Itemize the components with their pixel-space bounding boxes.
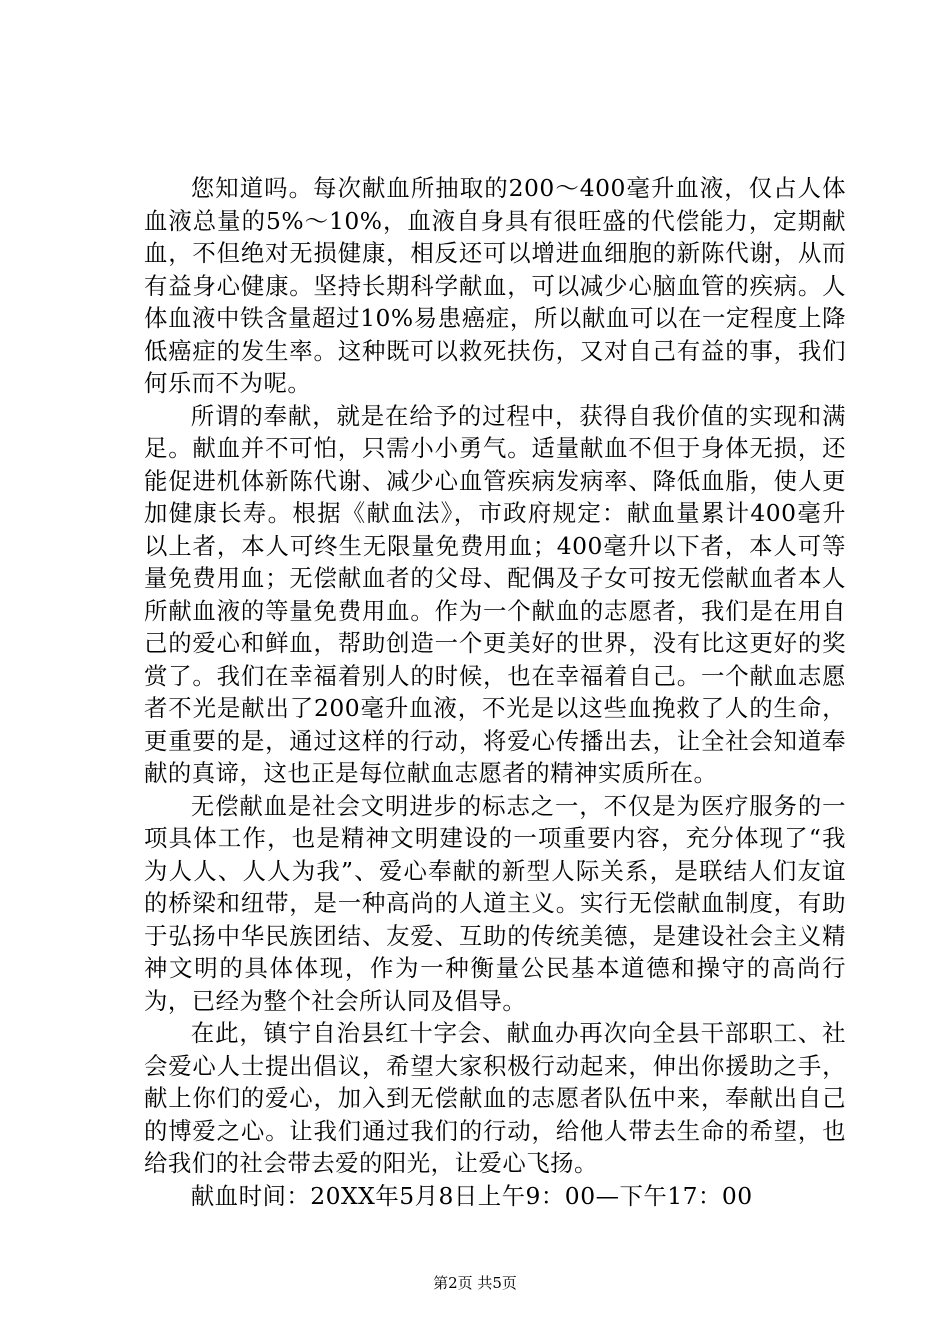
paragraph-health-benefits: 您知道吗。每次献血所抽取的200～400毫升血液，仅占人体血液总量的5%～10%，血液自身具有很旺盛的代偿能力，定期献血，不但绝对无损健康，相反还可以增进血细胞的新陈代谢，从而有益身心健康。坚持长期科学献血，可以减少心脑血管的疾病。人体血液中铁含量超过10%易患癌症，所以献血可以在一定程度上降低癌症的发生率。这种既可以救死扶伤，又对自己有益的事，我们何乐而不为呢。 — [144, 174, 846, 397]
page-footer: 第2页 共5页 — [433, 1274, 517, 1292]
document-body — [144, 172, 846, 1212]
paragraph-initiative: 在此，镇宁自治县红十字会、献血办再次向全县干部职工、社会爱心人士提出倡议，希望大家积极行动起来，伸出你援助之手，献上你们的爱心，加入到无偿献血的志愿者队伍中来，奉献出自己的博爱之心。让我们通过我们的行动，给他人带去生命的希望，也给我们的社会带去爱的阳光，让爱心飞扬。 — [144, 1019, 846, 1177]
paragraph-donation-time: 献血时间：20XX年5月8日上午9：00—下午17：00 — [190, 1181, 753, 1210]
paragraph-dedication: 所谓的奉献，就是在给予的过程中，获得自我价值的实现和满足。献血并不可怕，只需小小勇气。适量献血不但于身体无损，还能促进机体新陈代谢、减少心血管疾病发病率、降低血脂，使人更加健康长寿。根据《献血法》，市政府规定：献血量累计400毫升以上者，本人可终生无限量免费用血；400毫升以下者，本人可等量免费用血；无偿献血者的父母、配偶及子女可按无偿献血者本人所献血液的等量免费用血。作为一个献血的志愿者，我们是在用自己的爱心和鲜血，帮助创造一个更美好的世界，没有比这更好的奖赏了。我们在幸福着别人的时候，也在幸福着自己。一个献血志愿者不光是献出了200毫升血液，不光是以这些血挽救了人的生命，更重要的是，通过这样的行动，将爱心传播出去，让全社会知道奉献的真谛，这也正是每位献血志愿者的精神实质所在。 — [144, 401, 846, 787]
paragraph-social-progress: 无偿献血是社会文明进步的标志之一，不仅是为医疗服务的一项具体工作，也是精神文明建设的一项重要内容，充分体现了“我为人人、人人为我”、爱心奉献的新型人际关系，是联结人们友谊的桥梁和纽带，是一种高尚的人道主义。实行无偿献血制度，有助于弘扬中华民族团结、友爱、互助的传统美德，是建设社会主义精神文明的具体体现，作为一种衡量公民基本道德和操守的高尚行为，已经为整个社会所认同及倡导。 — [144, 791, 846, 1015]
